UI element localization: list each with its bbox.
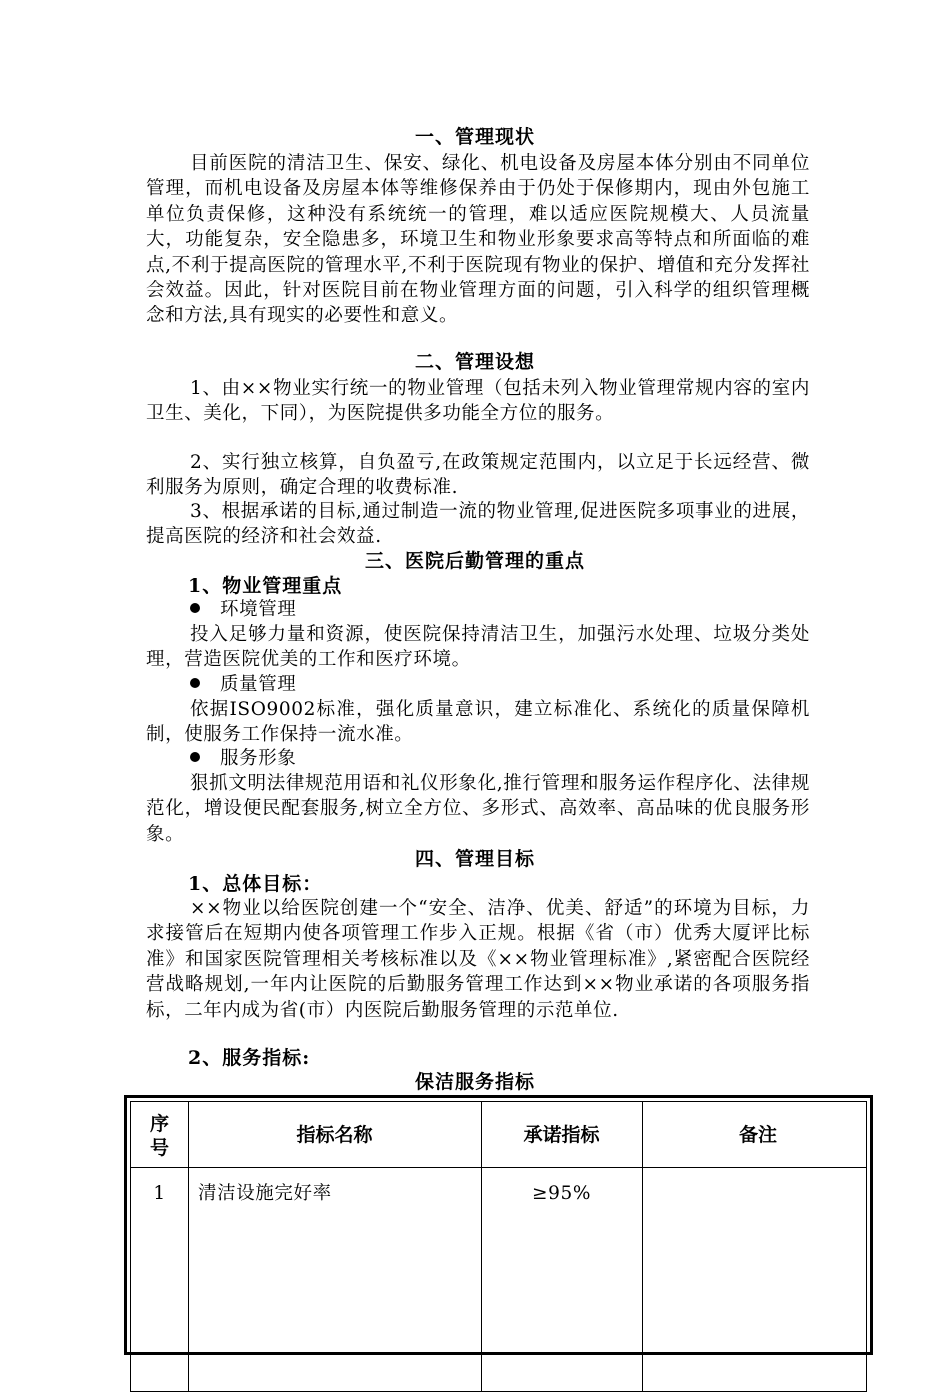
header-name: 指标名称 [296, 1124, 373, 1146]
section-1-paragraph: 目前医院的清洁卫生、保安、绿化、机电设备及房屋本体分别由不同单位管理，而机电设备及房屋本体等维修保养由于仍处于保修期内，现由外包施工单位负责保修，这种没有系统统一的管理，难以适应医院规模大、人员流量大，功能复杂，安全隐患多，环境卫生和物业形象要求高等特点和所面临的难点,不利于提高医院的管理水平,不利于医院现有物业的保护、增值和充分发挥社会效益。因此，针对医院目前在物业管理方面的问题，引入科学的组织管理概念和方法,具有现实的必要性和意义。 [146, 153, 810, 327]
table-title: 保洁服务指标 [414, 1071, 535, 1093]
header-note: 备注 [738, 1124, 777, 1146]
bullet-dot-icon [190, 752, 200, 762]
table-inner-border [130, 1101, 867, 1392]
row-1-promise: ≥95% [531, 1183, 592, 1204]
section-4-subtitle-2: 2、服务指标: [188, 1047, 311, 1069]
header-seq-line-2: 号 [149, 1137, 169, 1159]
section-4-title: 四、管理目标 [414, 848, 535, 870]
section-3-title: 三、医院后勤管理的重点 [364, 550, 585, 572]
section-2-item-1: 1、由××物业实行统一的物业管理（包括未列入物业管理常规内容的室内卫生、美化，下同），为医院提供多功能全方位的服务。 [146, 378, 810, 425]
row-1-seq: 1 [153, 1183, 166, 1204]
section-4-paragraph: ××物业以给医院创建一个“安全、洁净、优美、舒适”的环境为目标，力求接管后在短期内使各项管理工作步入正规。根据《省（市）优秀大厦评比标准》和国家医院管理相关考核标准以及《××物业管理标准》,紧密配合医院经营战略规划,一年内让医院的后勤服务管理工作达到××物业承诺的各项服务指标，二年内成为省(市）内医院后勤服务管理的示范单位. [146, 898, 810, 1021]
header-seq [131, 1112, 188, 1160]
bullet-text-quality: 依据ISO9002标准，强化质量意识，建立标准化、系统化的质量保障机制，使服务工作保持一流水准。 [146, 699, 810, 746]
bullet-text-service: 狠抓文明法律规范用语和礼仪形象化,推行管理和服务运作程序化、法律规范化，增设便民配套服务,树立全方位、多形式、高效率、高品味的优良服务形象。 [146, 773, 810, 845]
section-2-item-3: 3、根据承诺的目标,通过制造一流的物业管理,促进医院多项事业的进展，提高医院的经济和社会效益. [146, 501, 810, 548]
bullet-text-environment: 投入足够力量和资源，使医院保持清洁卫生，加强污水处理、垃圾分类处理，营造医院优美的工作和医疗环境。 [146, 624, 810, 671]
bullet-dot-icon [190, 678, 200, 688]
cleaning-index-table [124, 1095, 873, 1355]
section-4-subtitle-1: 1、总体目标： [188, 873, 323, 895]
bullet-label: 服务形象 [220, 748, 297, 769]
header-seq-line-1: 序 [149, 1113, 169, 1135]
bullet-dot-icon [190, 603, 200, 613]
row-1-name: 清洁设施完好率 [198, 1183, 332, 1204]
bullet-label: 环境管理 [220, 599, 297, 620]
section-2-item-2: 2、实行独立核算，自负盈亏,在政策规定范围内，以立足于长远经营、微利服务为原则，确定合理的收费标准. [146, 452, 810, 499]
bullet-item-service [190, 747, 296, 771]
bullet-item-quality [190, 673, 296, 697]
bullet-item-environment [190, 598, 296, 622]
section-2-title: 二、管理设想 [414, 351, 535, 373]
table-row-divider [131, 1167, 866, 1168]
bullet-label: 质量管理 [220, 674, 297, 695]
section-1-title: 一、管理现状 [414, 126, 535, 148]
header-promise: 承诺指标 [523, 1124, 600, 1146]
section-3-subtitle-1: 1、物业管理重点 [188, 575, 343, 597]
